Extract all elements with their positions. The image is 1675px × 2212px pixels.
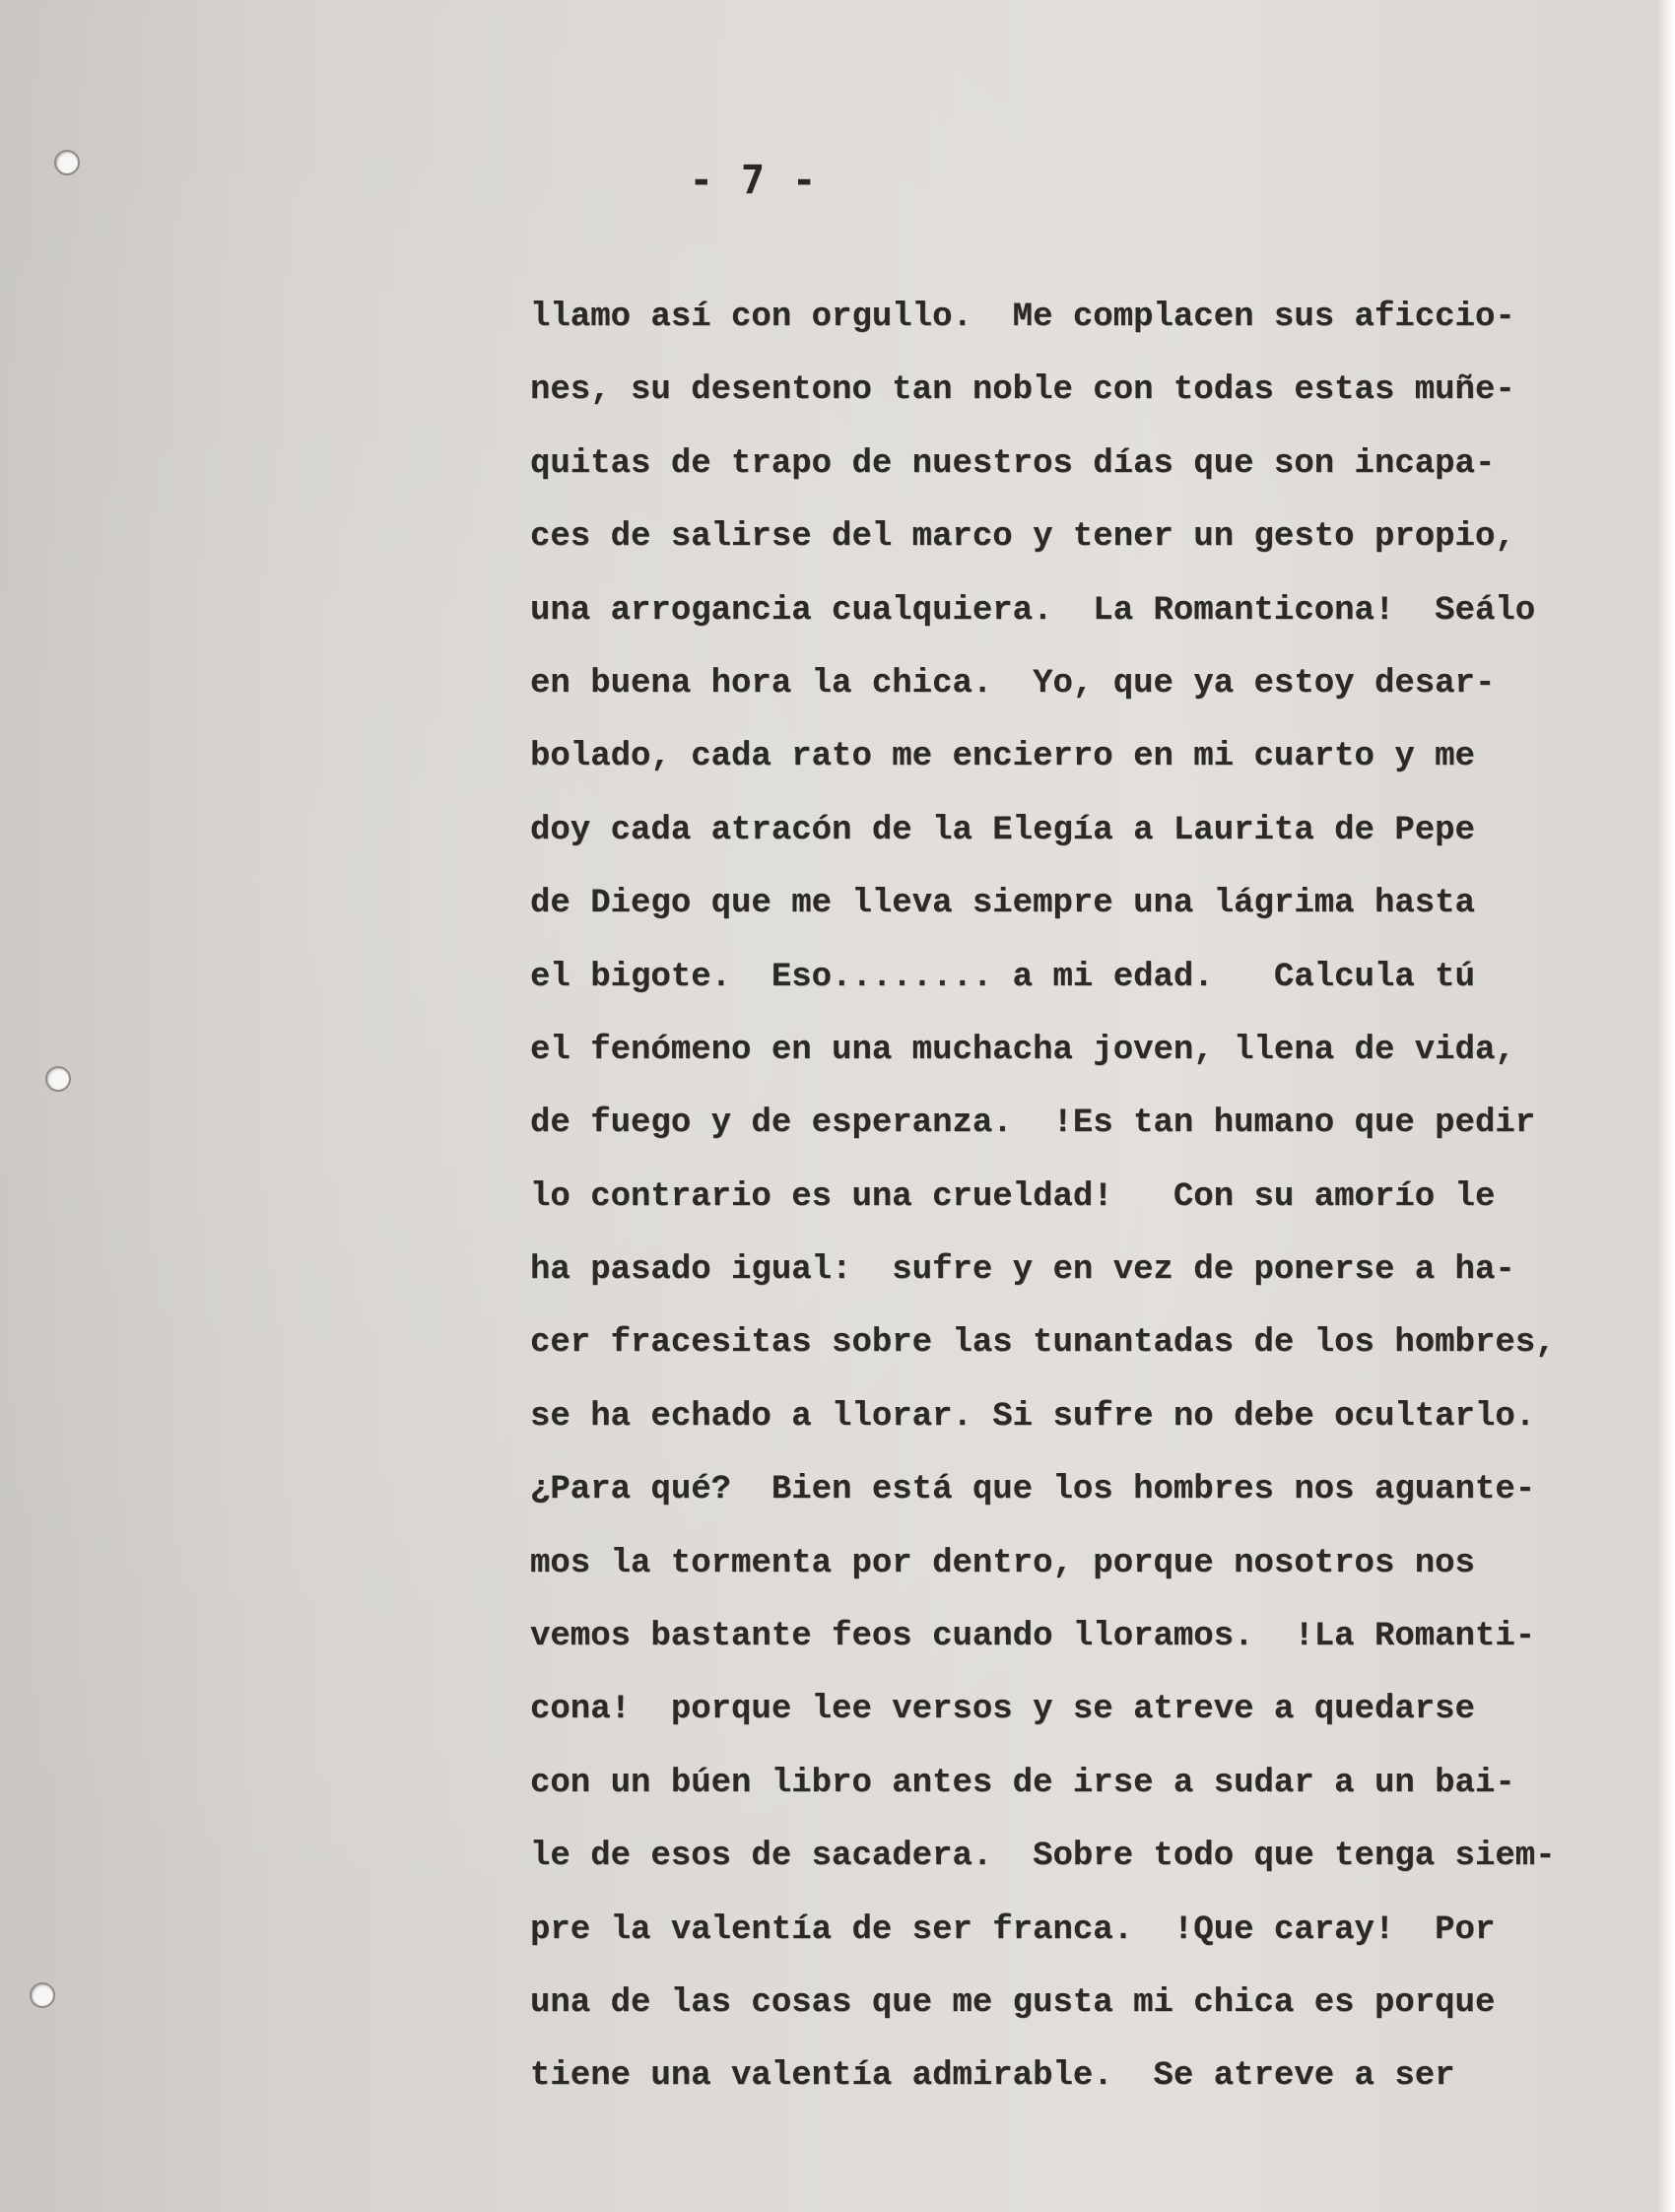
text-line: pre la valentía de ser franca. !Que caray! Por: [530, 1910, 1496, 1949]
text-line: ¿Para qué? Bien está que los hombres nos aguante-: [530, 1471, 1536, 1509]
text-line: llamo así con orgullo. Me complacen sus aficcio-: [530, 299, 1515, 336]
text-line: el fenómeno en una muchacha joven, llena de vida,: [530, 1031, 1515, 1069]
text-line: tiene una valentía admirable. Se atreve a ser: [530, 2057, 1455, 2096]
text-line: nes, su desentono tan noble con todas estas muñe-: [530, 371, 1515, 410]
text-line: se ha echado a llorar. Si sufre no debe ocultarlo.: [530, 1397, 1536, 1436]
text-line: ha pasado igual: sufre y en vez de ponerse a ha-: [530, 1251, 1515, 1290]
text-line: mos la tormenta por dentro, porque nosotros nos: [530, 1544, 1475, 1582]
text-line: de Diego que me lleva siempre una lágrima hasta: [530, 885, 1475, 923]
text-line: una arrogancia cualquiera. La Romanticona! Seálo: [530, 591, 1536, 630]
text-line: vemos bastante feos cuando lloramos. !La Romanti-: [530, 1618, 1536, 1656]
punch-hole-bottom: [30, 1982, 55, 2008]
text-line: cer fracesitas sobre las tunantadas de los hombres,: [530, 1324, 1556, 1363]
page-edge: [1657, 0, 1675, 2212]
text-line: bolado, cada rato me encierro en mi cuarto y me: [530, 738, 1475, 776]
text-line: una de las cosas que me gusta mi chica es porque: [530, 1983, 1496, 2022]
page-number: - 7 -: [689, 158, 819, 203]
text-line: con un búen libro antes de irse a sudar a un bai-: [530, 1764, 1515, 1802]
text-line: lo contrario es una crueldad! Con su amorío le: [530, 1177, 1496, 1216]
text-line: ces de salirse del marco y tener un gesto propio,: [530, 518, 1515, 557]
punch-hole-middle: [45, 1066, 71, 1092]
text-line: cona! porque lee versos y se atreve a quedarse: [530, 1691, 1475, 1729]
text-line: le de esos de sacadera. Sobre todo que tenga siem-: [530, 1838, 1556, 1876]
text-line: doy cada atracón de la Elegía a Laurita de Pepe: [530, 811, 1475, 849]
text-line: de fuego y de esperanza. !Es tan humano que pedir: [530, 1105, 1536, 1143]
body-text: [530, 281, 1624, 2113]
text-line: el bigote. Eso........ a mi edad. Calcula tú: [530, 958, 1475, 996]
text-line: quitas de trapo de nuestros días que son incapa-: [530, 444, 1496, 483]
text-line: en buena hora la chica. Yo, que ya estoy desar-: [530, 664, 1496, 703]
